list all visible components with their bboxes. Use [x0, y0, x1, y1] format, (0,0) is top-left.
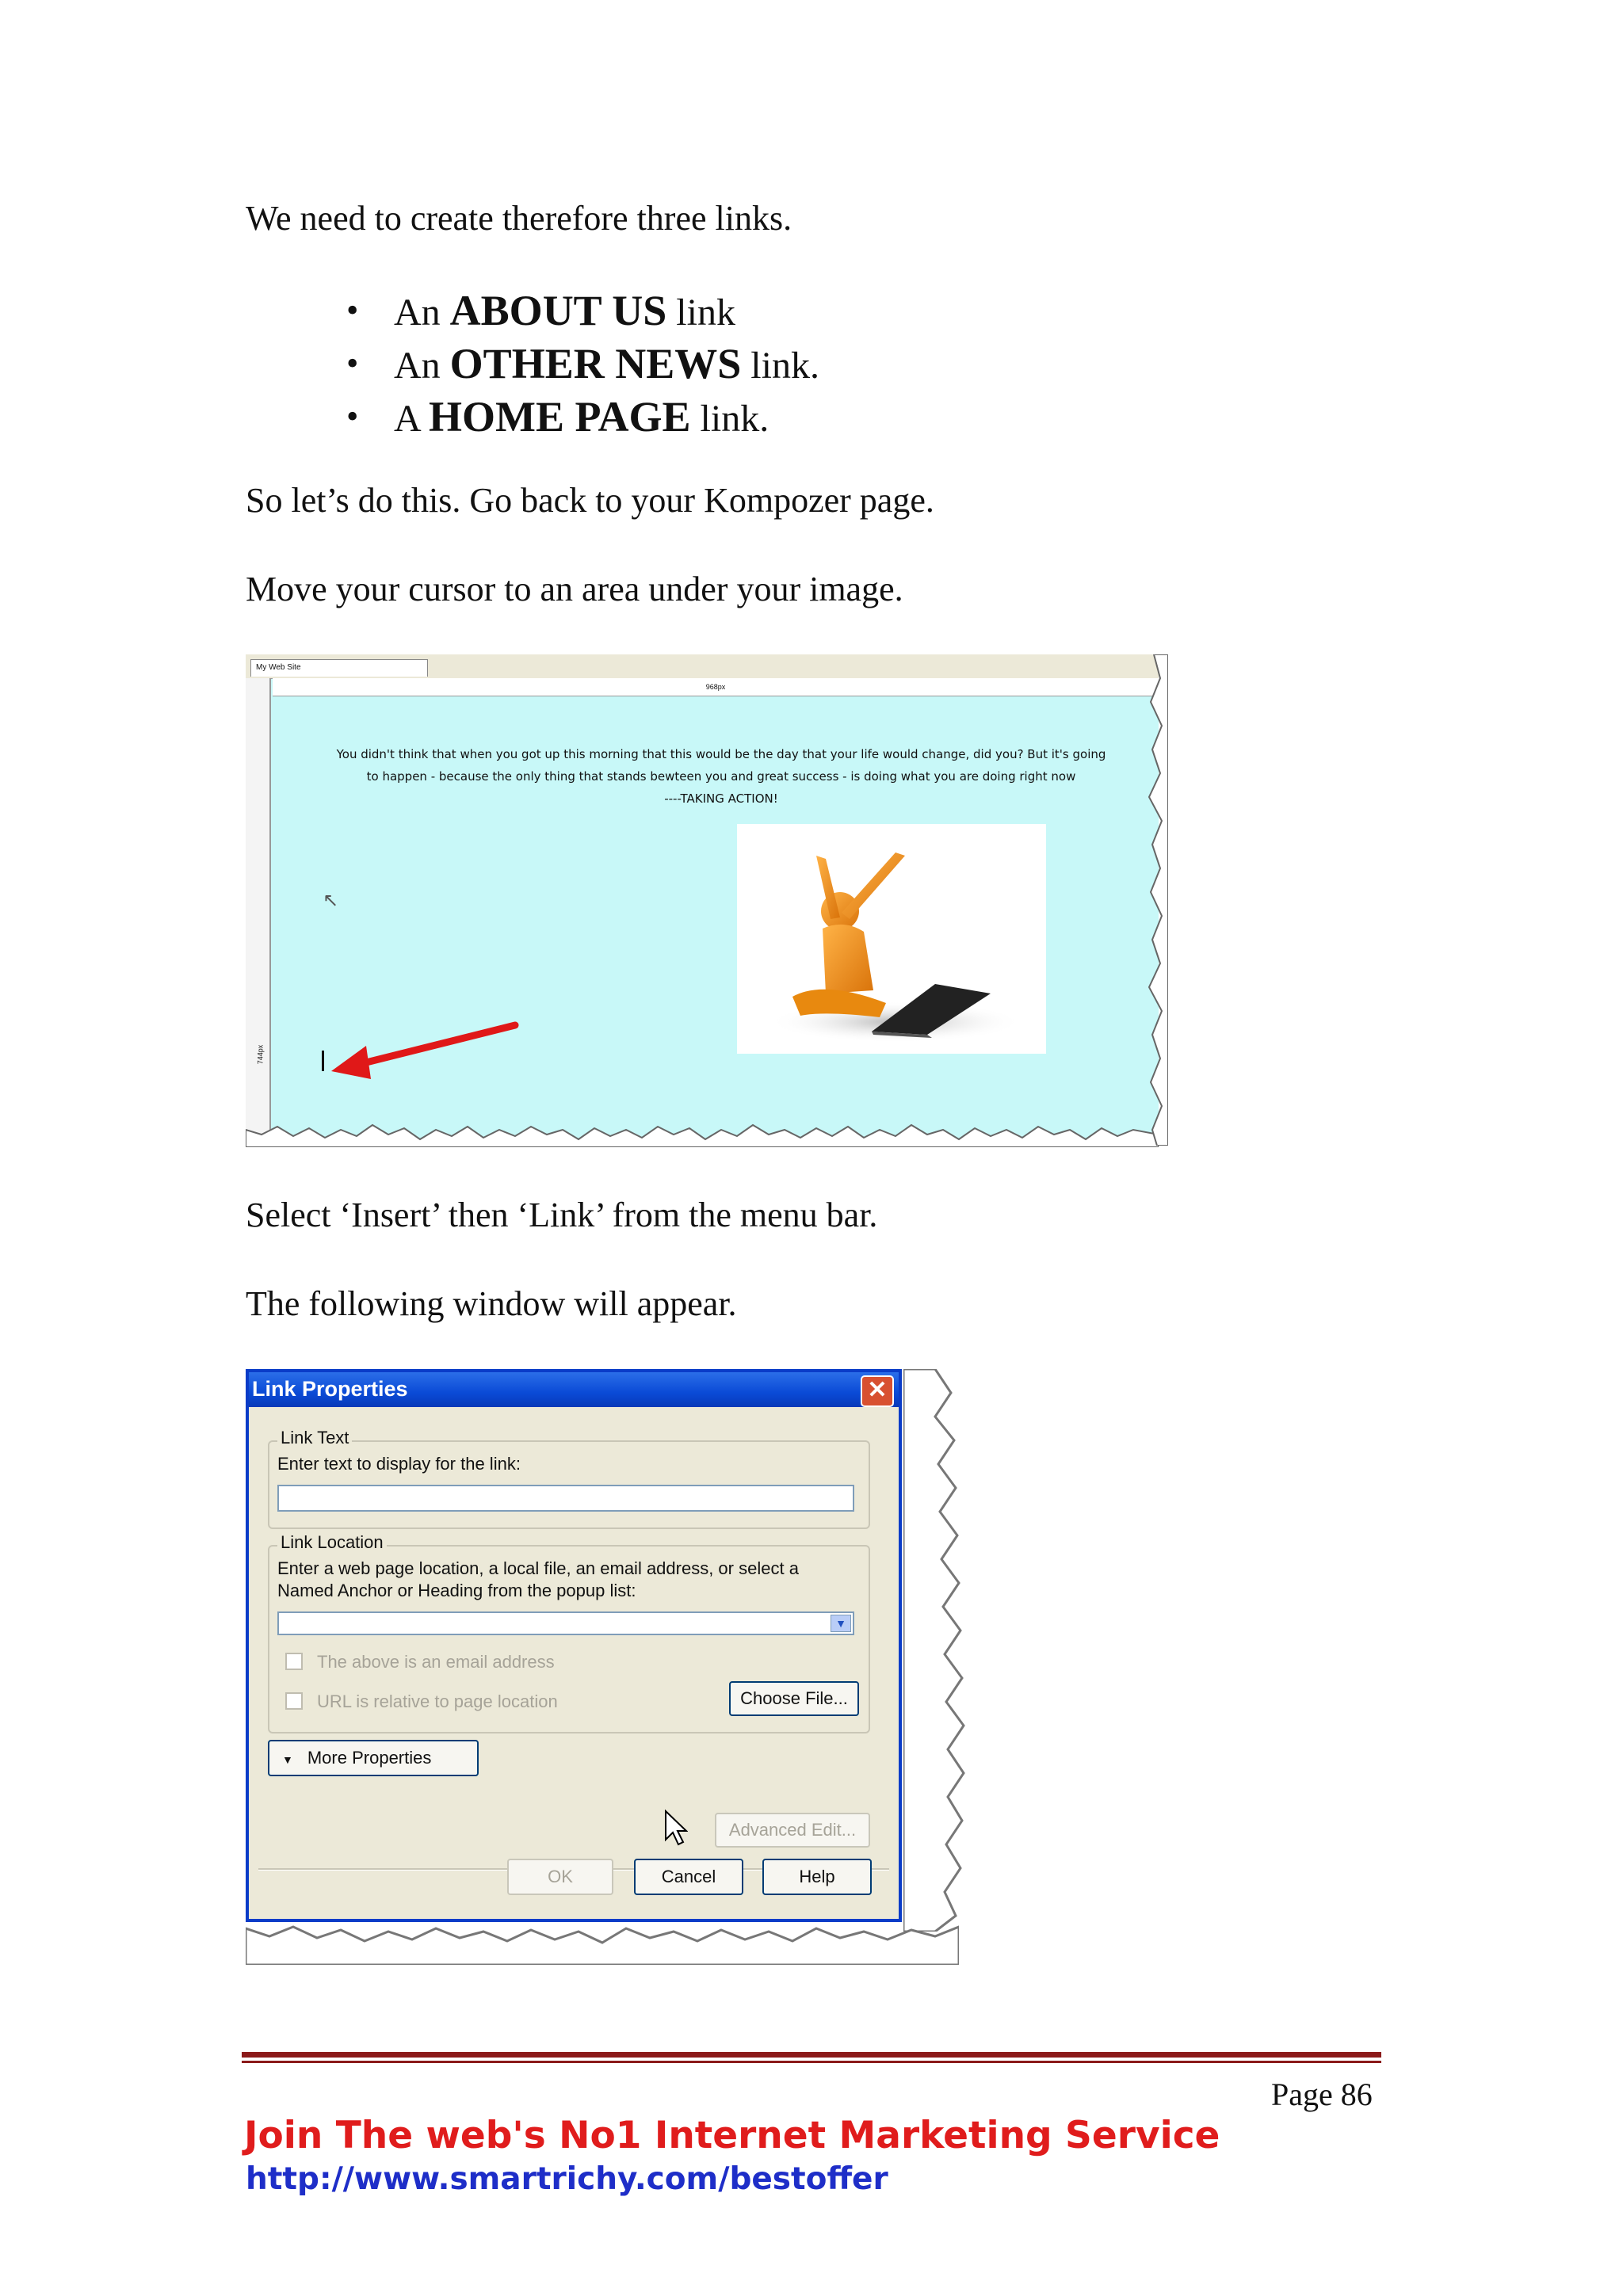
celebrating-figure-icon: [737, 824, 1046, 1054]
email-checkbox[interactable]: [285, 1653, 303, 1670]
relative-url-checkbox-label: URL is relative to page location: [317, 1691, 558, 1711]
bold-term: ABOUT US: [449, 287, 667, 334]
mouse-pointer-icon: [664, 1810, 688, 1848]
email-checkbox-label: The above is an email address: [317, 1652, 555, 1672]
intro-paragraph: We need to create therefore three links.: [246, 199, 792, 238]
list-item: • An OTHER NEWS link.: [346, 340, 819, 387]
torn-edge-bottom: [246, 1116, 1159, 1147]
advanced-edit-button[interactable]: Advanced Edit...: [715, 1813, 870, 1848]
torn-edge-bottom: [246, 1920, 959, 1965]
dialog-title: Link Properties: [252, 1377, 408, 1401]
mouse-pointer-icon: ↖: [323, 889, 339, 911]
dialog-titlebar[interactable]: [249, 1372, 899, 1407]
list-item: • A HOME PAGE link.: [346, 393, 769, 441]
link-location-group-label: Link Location: [277, 1532, 387, 1553]
more-properties-button[interactable]: ▼ More Properties: [268, 1740, 479, 1776]
link-text-group-label: Link Text: [277, 1428, 352, 1448]
paragraph-window-appears: The following window will appear.: [246, 1284, 737, 1323]
link-text-input[interactable]: [277, 1485, 854, 1512]
success-figure-image: [737, 824, 1046, 1054]
cancel-button[interactable]: Cancel: [634, 1859, 743, 1895]
close-icon[interactable]: ✕: [861, 1375, 894, 1407]
page-number: Page 86: [1271, 2077, 1373, 2112]
link-properties-dialog: [246, 1369, 902, 1922]
link-list: [346, 285, 819, 444]
tab-bar: [246, 654, 1159, 679]
link-location-prompt-line1: Enter a web page location, a local file, an email address, or select a: [277, 1558, 799, 1578]
triangle-down-icon: ▼: [282, 1753, 293, 1766]
kompozer-screenshot: [246, 654, 1159, 1146]
link-location-prompt-line2: Named Anchor or Heading from the popup list:: [277, 1581, 636, 1600]
text-caret: [322, 1051, 324, 1071]
bullet-icon: •: [346, 397, 359, 436]
paragraph-go-back: So let’s do this. Go back to your Kompozer page.: [246, 481, 934, 520]
torn-edge-right: [1144, 654, 1168, 1146]
footer-rule-thick: [242, 2052, 1381, 2058]
choose-file-button[interactable]: Choose File...: [729, 1681, 859, 1716]
torn-edge-right: [903, 1369, 967, 1932]
footer-rule-thin: [242, 2061, 1381, 2063]
link-text-group: [268, 1428, 870, 1529]
horizontal-ruler: 968px: [273, 678, 1159, 696]
list-item: • An ABOUT US link: [346, 287, 735, 334]
help-button[interactable]: Help: [762, 1859, 872, 1895]
relative-url-checkbox[interactable]: [285, 1692, 303, 1710]
vertical-ruler: 744px: [246, 678, 271, 1146]
footer-tagline: Join The web's No1 Internet Marketing Service: [244, 2114, 1220, 2157]
link-location-group: [268, 1532, 870, 1733]
page-quote: You didn't think that when you got up this morning that this would be the day that your life would change, did you? But it's going to happen - because the only thing that stands bewteen you and great success - is doing what you are doing right now ----TAKING ACTION!: [336, 747, 1106, 806]
footer-url-link[interactable]: http://www.smartrichy.com/bestoffer: [246, 2161, 888, 2197]
tab-my-web-site[interactable]: My Web Site: [250, 659, 428, 677]
ok-button[interactable]: OK: [507, 1859, 613, 1895]
paragraph-move-cursor: Move your cursor to an area under your image.: [246, 570, 903, 608]
link-text-prompt: Enter text to display for the link:: [277, 1454, 521, 1474]
bullet-icon: •: [346, 291, 359, 330]
red-arrow-icon: [325, 1019, 523, 1082]
link-location-combobox[interactable]: [277, 1611, 854, 1635]
bullet-icon: •: [346, 344, 359, 383]
bold-term: HOME PAGE: [429, 393, 691, 441]
chevron-down-icon[interactable]: ▼: [831, 1615, 851, 1632]
paragraph-select-insert: Select ‘Insert’ then ‘Link’ from the menu bar.: [246, 1196, 878, 1234]
bold-term: OTHER NEWS: [449, 340, 742, 387]
